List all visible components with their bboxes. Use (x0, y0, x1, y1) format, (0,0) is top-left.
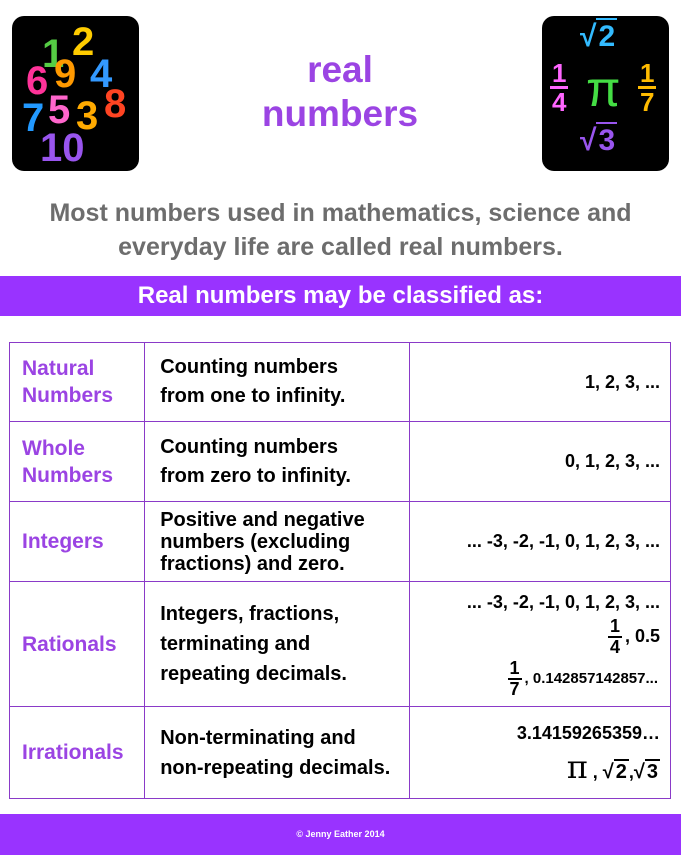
example-text: ... -3, -2, -1, 0, 1, 2, 3, ... (466, 592, 660, 612)
term-cell (10, 502, 145, 582)
table-row (10, 707, 671, 799)
table-row (10, 502, 671, 582)
seventh-numerator: 1 (640, 58, 655, 88)
term-cell (10, 422, 145, 502)
term-line: Integers (22, 530, 104, 553)
description-cell (145, 343, 409, 422)
quarter-denominator: 4 (552, 87, 567, 117)
fraction-example-quarter (410, 617, 660, 657)
intro-line-2: everyday life are called real numbers. (118, 233, 563, 261)
example-text: 3.14159265359… (516, 722, 660, 743)
term-line: Whole (22, 436, 85, 460)
table-row (10, 343, 671, 422)
fraction-numerator: 1 (609, 616, 620, 636)
title-line-1: real (307, 49, 373, 90)
example-text: ... -3, -2, -1, 0, 1, 2, 3, ... (466, 531, 660, 551)
description-line: Non-terminating and (160, 726, 356, 749)
digit-1: 1 (42, 32, 65, 76)
example-cell (409, 422, 670, 502)
fraction-one-quarter (550, 60, 568, 115)
sqrt2-symbol: √ 2 (602, 760, 627, 783)
description-cell (145, 582, 409, 707)
pi-symbol: π (566, 747, 588, 786)
fraction-example-seventh (410, 659, 660, 699)
description-line: fractions) and zero. (160, 552, 345, 575)
example-text: 0, 1, 2, 3, ... (564, 451, 660, 471)
description-line: Integers, fractions, (160, 603, 340, 625)
pi-symbol: π (586, 61, 621, 117)
description-cell (145, 707, 409, 799)
description-line: terminating and (160, 633, 311, 655)
description-line: Counting numbers (160, 356, 338, 378)
sqrt3-radicand: 3 (598, 124, 616, 157)
digit-10: 10 (40, 126, 85, 170)
example-text: 1, 2, 3, ... (584, 371, 660, 392)
term-cell (10, 707, 145, 799)
numbers-illustration (12, 16, 139, 171)
description-line: Counting numbers (160, 435, 338, 458)
irrational-symbols (410, 748, 660, 786)
table-row (10, 582, 671, 707)
sqrt3-symbol: √ 3 (633, 760, 658, 783)
page-title (190, 48, 490, 136)
fraction-denominator: 4 (609, 637, 620, 657)
description-line: from zero to infinity. (160, 464, 351, 487)
fraction-decimal: , 0.5 (624, 625, 660, 646)
term-line: Irrationals (22, 741, 124, 764)
table-row (10, 422, 671, 502)
digit-3: 3 (76, 94, 99, 138)
description-line: repeating decimals. (160, 663, 347, 685)
classification-banner: Real numbers may be classified as: (0, 276, 681, 316)
description-line: numbers (excluding (160, 530, 351, 553)
sqrt3-radicand: 3 (646, 760, 658, 783)
term-line: Numbers (22, 463, 114, 487)
fraction-one-seventh (638, 60, 656, 115)
example-cell (409, 582, 670, 707)
digit-2: 2 (72, 20, 95, 64)
copyright-footer: © Jenny Eather 2014 (0, 814, 681, 855)
digit-7: 7 (22, 96, 45, 140)
example-cell (409, 502, 670, 582)
description-cell (145, 422, 409, 502)
intro-line-1: Most numbers used in mathematics, science and (49, 199, 632, 227)
digit-6: 6 (26, 59, 49, 103)
fraction-decimal: , 0.142857142857... (524, 669, 658, 687)
example-cell (409, 707, 670, 799)
description-line: from one to infinity. (160, 385, 346, 407)
separator: , (592, 761, 598, 782)
fraction-denominator: 7 (509, 679, 520, 699)
fraction-quarter (608, 617, 622, 657)
term-line: Rationals (22, 632, 117, 656)
quarter-numerator: 1 (552, 58, 567, 88)
sqrt3-symbol: √3 (580, 124, 616, 157)
digit-5: 5 (48, 88, 71, 132)
term-line: Numbers (22, 384, 114, 407)
intro-text (0, 196, 681, 264)
classification-table (9, 342, 671, 799)
term-line: Natural (22, 357, 95, 380)
sqrt2-radicand: 2 (598, 20, 616, 53)
term-cell (10, 343, 145, 422)
sqrt2-radicand: 2 (615, 760, 627, 783)
digit-9: 9 (54, 52, 77, 96)
term-cell (10, 582, 145, 707)
example-cell (409, 343, 670, 422)
title-line-2: numbers (261, 93, 419, 134)
digit-4: 4 (90, 52, 113, 96)
fraction-numerator: 1 (509, 658, 520, 678)
separator: , (628, 761, 634, 782)
fraction-seventh (508, 659, 522, 699)
seventh-denominator: 7 (640, 87, 655, 117)
digit-8: 8 (104, 82, 127, 126)
description-line: Positive and negative (160, 508, 365, 531)
sqrt2-symbol: √2 (580, 20, 616, 53)
description-cell (145, 502, 409, 582)
description-line: non-repeating decimals. (160, 756, 391, 779)
symbols-illustration (542, 16, 669, 171)
